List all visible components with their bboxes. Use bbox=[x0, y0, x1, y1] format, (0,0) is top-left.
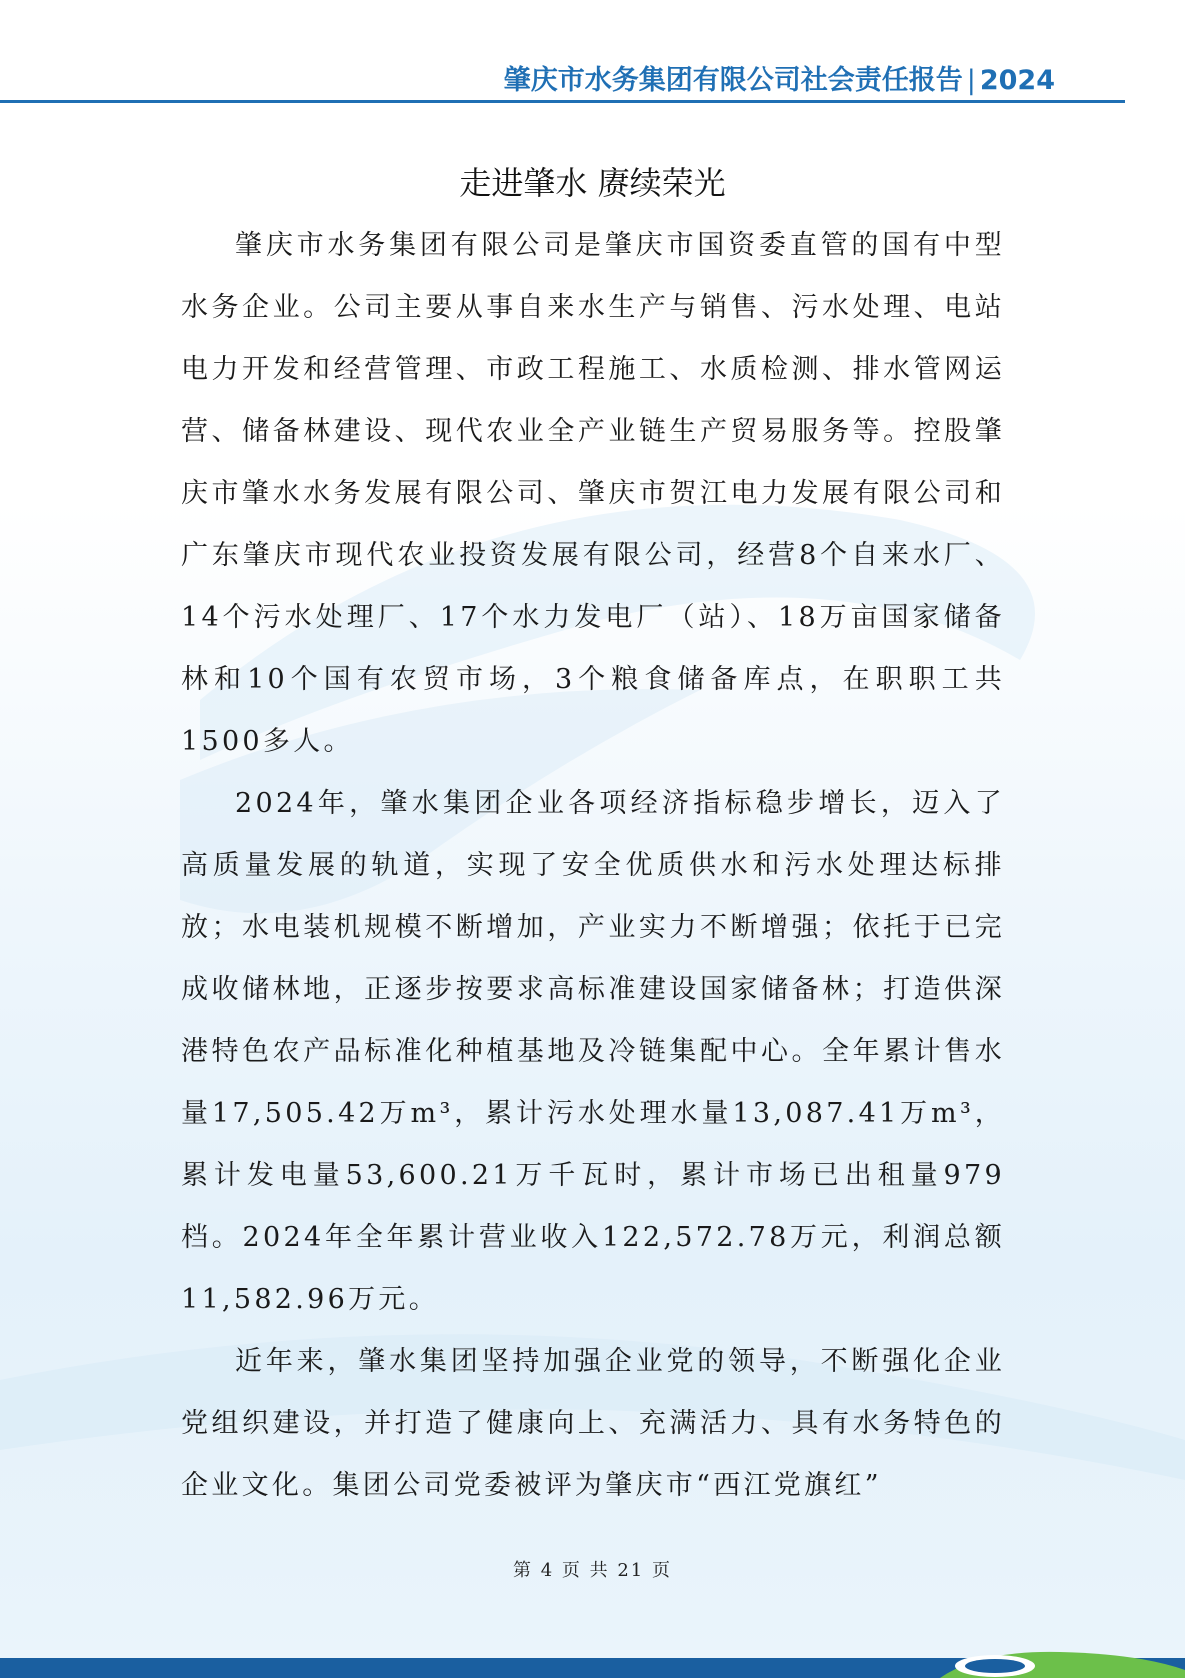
report-year: 2024 bbox=[979, 65, 1055, 96]
report-title: 肇庆市水务集团有限公司社会责任报告 bbox=[503, 65, 963, 96]
body-text bbox=[181, 215, 1005, 1517]
header-rule bbox=[0, 100, 1125, 103]
report-header bbox=[504, 58, 1055, 97]
paragraph: 肇庆市水务集团有限公司是肇庆市国资委直管的国有中型水务企业。公司主要从事自来水生产与销售、污水处理、电站电力开发和经营管理、市政工程施工、水质检测、排水管网运营、储备林建设、现代农业全产业链生产贸易服务等。控股肇庆市肇水水务发展有限公司、肇庆市贺江电力发展有限公司和广东肇庆市现代农业投资发展有限公司，经营8个自来水厂、14个污水处理厂、17个水力发电厂（站）、18万亩国家储备林和10个国有农贸市场，3个粮食储备库点，在职职工共1500多人。 bbox=[181, 230, 1005, 757]
page-number: 第 4 页 共 21 页 bbox=[513, 1560, 672, 1581]
header-separator: | bbox=[966, 65, 976, 96]
section-title: 走进肇水 赓续荣光 bbox=[459, 164, 726, 202]
footer-logo-mark bbox=[940, 1646, 1185, 1678]
paragraph: 2024年，肇水集团企业各项经济指标稳步增长，迈入了高质量发展的轨道，实现了安全优质供水和污水处理达标排放；水电装机规模不断增加，产业实力不断增强；依托于已完成收储林地，正逐步按要求高标准建设国家储备林；打造供深港特色农产品标准化种植基地及冷链集配中心。全年累计售水量17,505.42万m³，累计污水处理水量13,087.41万m³，累计发电量53,600.21万千瓦时，累计市场已出租量979档。2024年全年累计营业收入122,572.78万元，利润总额11,582.96万元。 bbox=[181, 788, 1005, 1315]
paragraph: 近年来，肇水集团坚持加强企业党的领导，不断强化企业党组织建设，并打造了健康向上、充满活力、具有水务特色的企业文化。集团公司党委被评为肇庆市“西江党旗红” bbox=[181, 1346, 1005, 1501]
